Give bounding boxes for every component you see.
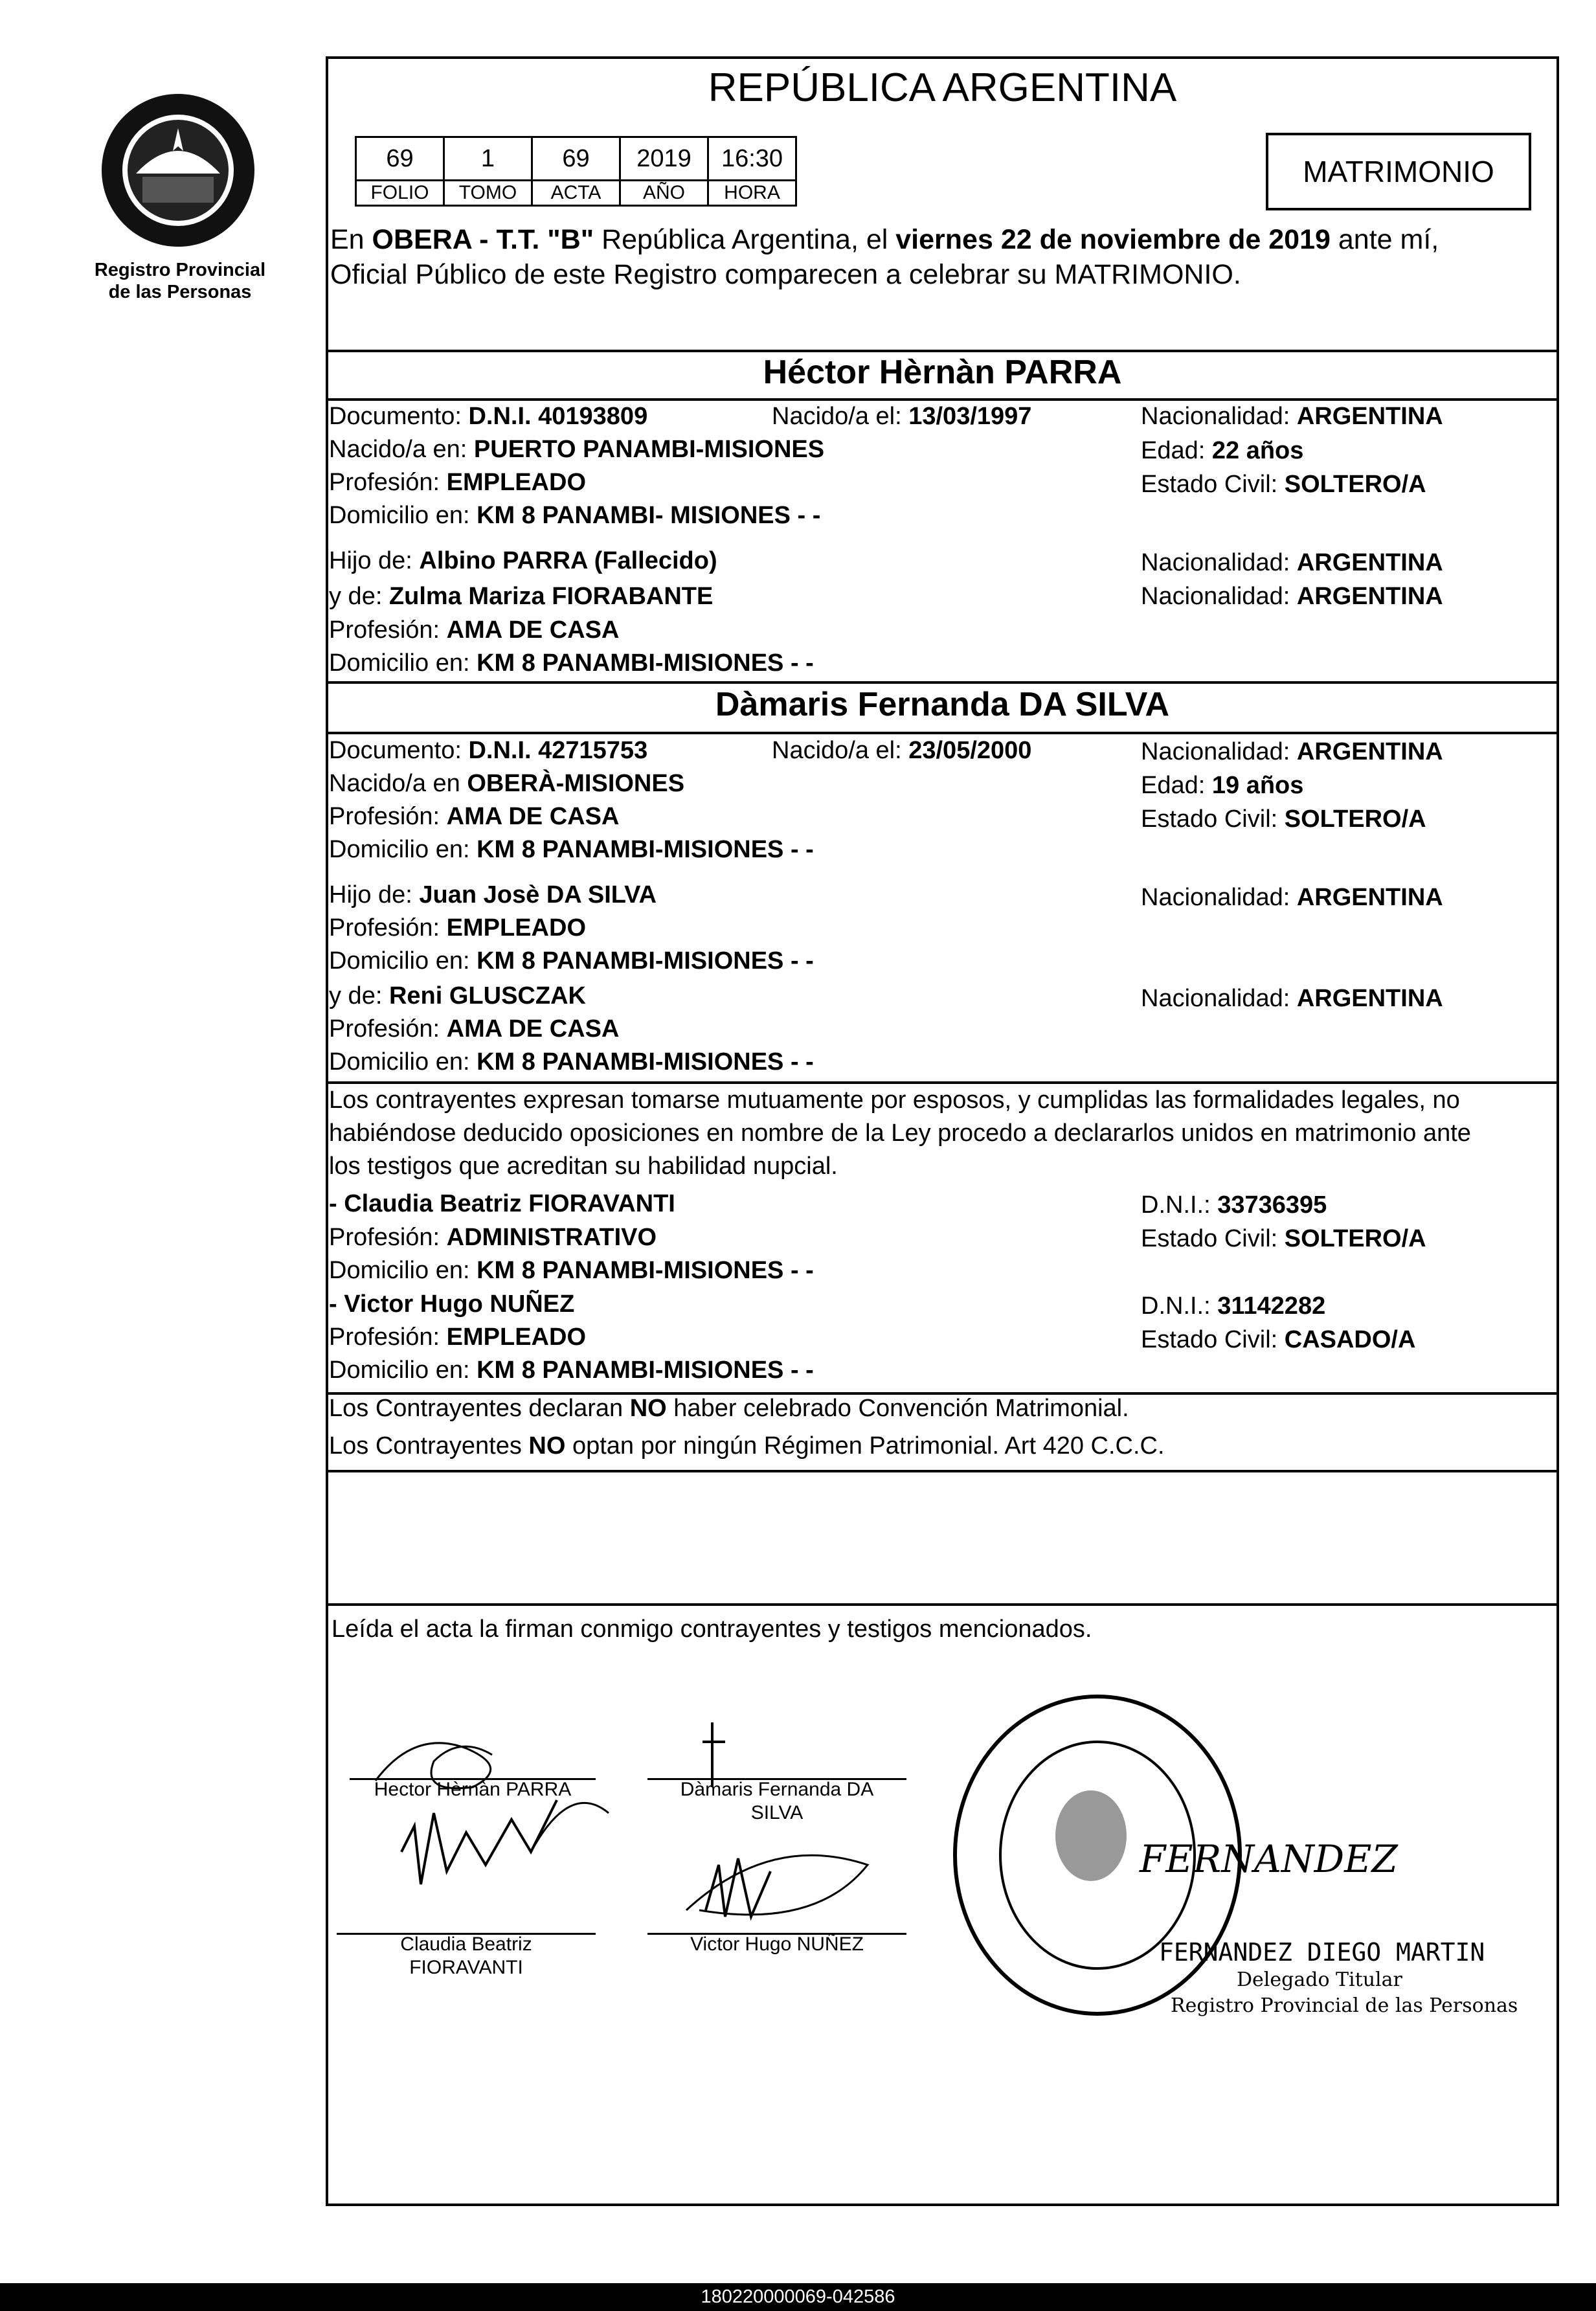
witness2-address: Domicilio en: KM 8 PANAMBI-MISIONES - - [329,1357,814,1384]
registry-table [355,136,797,207]
declaration-text: Los contrayentes expresan tomarse mutuamente por esposos, y cumplidas las formalidades legales, no habiéndose deducido oposiciones en nombre de la Ley procedo a declararlos unidos en matrimonio ante los testigos que acreditan su habilidad nupcial. [329,1087,1471,1180]
spouse1-mother-profession: Profesión: AMA DE CASA [329,616,620,644]
page-title: REPÚBLICA ARGENTINA [708,65,1177,110]
witness2-dni: D.N.I.: 31142282 [1141,1292,1326,1320]
spouse1-nationality: Nacionalidad: ARGENTINA [1141,403,1443,430]
witness1-profession: Profesión: ADMINISTRATIVO [329,1224,657,1251]
intro-t2: República Argentina, el [594,224,896,255]
spouse1-name: Héctor Hèrnàn PARRA [763,354,1122,391]
official-name: FERNANDEZ DIEGO MARTIN [1159,1938,1485,1967]
spouse2-birthdate: Nacido/a el: 23/05/2000 [772,737,1032,764]
convention-line2: Los Contrayentes NO optan por ningún Régimen Patrimonial. Art 420 C.C.C. [329,1432,1165,1460]
spouse1-birthdate: Nacido/a el: 13/03/1997 [772,403,1032,430]
spouse1-mother: y de: Zulma Mariza FIORABANTE [329,583,714,610]
witness2-name: - Victor Hugo NUÑEZ [329,1291,575,1318]
divider [326,398,1559,401]
witness1-dni: D.N.I.: 33736395 [1141,1191,1327,1219]
acta-label: ACTA [532,181,620,206]
spouse1-address: Domicilio en: KM 8 PANAMBI- MISIONES - - [329,502,821,529]
anio-value: 2019 [620,137,708,181]
spouse2-birthplace: Nacido/a en OBERÀ-MISIONES [329,770,685,797]
witness1-name: - Claudia Beatriz FIORAVANTI [329,1190,675,1217]
spouse2-mother: y de: Reni GLUSCZAK [329,982,586,1009]
official-title: Delegado Titular [1237,1968,1402,1991]
tomo-value: 1 [444,137,532,181]
intro-date: viernes 22 de noviembre de 2019 [895,224,1331,255]
folio-value: 69 [356,137,444,181]
convention-line1: Los Contrayentes declaran NO haber celebrado Convención Matrimonial. [329,1395,1129,1422]
spouse1-profession: Profesión: EMPLEADO [329,469,587,496]
seal-icon [97,89,259,251]
intro-line2: Oficial Público de este Registro comparecen a celebrar su MATRIMONIO. [330,259,1241,290]
spouse2-father-nationality: Nacionalidad: ARGENTINA [1141,884,1443,911]
signature-witness1: Claudia Beatriz FIORAVANTI [400,1933,532,1978]
spouse2-father-address: Domicilio en: KM 8 PANAMBI-MISIONES - - [329,947,814,975]
caption-line1: Registro Provincial [94,260,266,280]
closing-text: Leída el acta la firman conmigo contrayentes y testigos mencionados. [332,1616,1092,1643]
anio-label: AÑO [620,181,708,206]
spouse2-mother-nationality: Nacionalidad: ARGENTINA [1141,985,1443,1012]
signature-spouse2: Dàmaris Fernanda DA SILVA [680,1779,874,1823]
intro-t3: ante mí, [1330,224,1439,255]
divider [326,350,1559,352]
intro-place: OBERA - T.T. "B" [372,224,594,255]
spouse2-age: Edad: 19 años [1141,772,1304,799]
signature-witness2: Victor Hugo NUÑEZ [690,1933,864,1955]
divider [326,681,1559,684]
acta-value: 69 [532,137,620,181]
witness1-address: Domicilio en: KM 8 PANAMBI-MISIONES - - [329,1257,814,1284]
spouse1-age: Edad: 22 años [1141,437,1304,464]
spouse2-civil-status: Estado Civil: SOLTERO/A [1141,806,1426,833]
hora-label: HORA [708,181,796,206]
spouse2-name: Dàmaris Fernanda DA SILVA [715,686,1170,723]
spouse1-civil-status: Estado Civil: SOLTERO/A [1141,471,1426,498]
spouse1-birthplace: Nacido/a en: PUERTO PANAMBI-MISIONES [329,436,825,463]
spouse1-mother-address: Domicilio en: KM 8 PANAMBI-MISIONES - - [329,649,814,677]
divider [326,1470,1559,1472]
spouse2-father-profession: Profesión: EMPLEADO [329,914,587,941]
official-handwriting: FERNANDEZ [1140,1837,1398,1881]
spouse2-father: Hijo de: Juan Josè DA SILVA [329,881,657,908]
spouse1-document: Documento: D.N.I. 40193809 [329,403,648,430]
intro-t1: En [330,224,372,255]
witness2-profession: Profesión: EMPLEADO [329,1324,587,1351]
intro-text [330,222,1554,292]
spouse2-mother-profession: Profesión: AMA DE CASA [329,1015,620,1043]
spouse2-mother-address: Domicilio en: KM 8 PANAMBI-MISIONES - - [329,1048,814,1076]
spouse2-document: Documento: D.N.I. 42715753 [329,737,648,764]
signature-scribbles-center [673,1716,881,1936]
spouse2-nationality: Nacionalidad: ARGENTINA [1141,738,1443,765]
caption-line2: de las Personas [108,282,252,302]
spouse2-profession: Profesión: AMA DE CASA [329,803,620,830]
official-org: Registro Provincial de las Personas [1171,1994,1518,2017]
witness2-civil-status: Estado Civil: CASADO/A [1141,1326,1416,1353]
hora-value: 16:30 [708,137,796,181]
spouse1-father: Hijo de: Albino PARRA (Fallecido) [329,547,717,574]
tomo-label: TOMO [444,181,532,206]
signature-spouse1: Hector Hèrnàn PARRA [374,1779,572,1800]
divider [326,1603,1559,1606]
folio-label: FOLIO [356,181,444,206]
doc-type-box: MATRIMONIO [1266,133,1531,210]
divider [326,732,1559,734]
registry-caption [76,259,284,303]
barcode-number: 180220000069-042586 [0,2283,1596,2311]
spouse1-mother-nationality: Nacionalidad: ARGENTINA [1141,583,1443,610]
witness1-civil-status: Estado Civil: SOLTERO/A [1141,1225,1426,1252]
spouse2-address: Domicilio en: KM 8 PANAMBI-MISIONES - - [329,836,814,863]
spouse1-father-nationality: Nacionalidad: ARGENTINA [1141,549,1443,576]
provincial-logo [97,89,259,254]
